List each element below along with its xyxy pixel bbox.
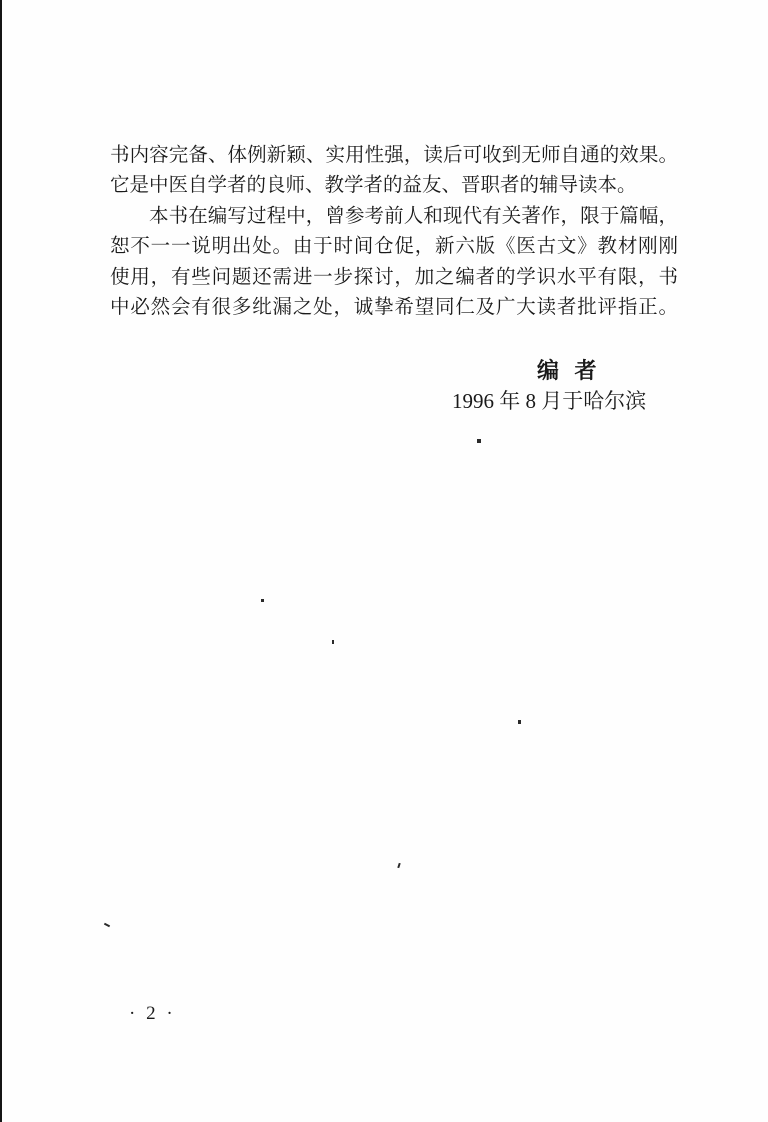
- body-line: 它是中医自学者的良师、教学者的益友、晋职者的辅导读本。: [110, 175, 637, 197]
- preface-body: [110, 141, 678, 323]
- scan-page-edge-line: [0, 0, 2, 1122]
- scan-speck: [477, 439, 481, 443]
- body-line: 使用，有些问题还需进一步探讨，加之编者的学识水平有限，书: [110, 266, 678, 288]
- scan-speck: [518, 720, 521, 724]
- scan-speck: [332, 640, 334, 644]
- scan-speck: [104, 923, 110, 928]
- body-line: 中必然会有很多纰漏之处，诚挚希望同仁及广大读者批评指正。: [110, 296, 678, 318]
- page-number: · 2 ·: [129, 1003, 174, 1024]
- signature-date: 1996 年 8 月于哈尔滨: [452, 389, 647, 413]
- author-signature: 编 者: [537, 358, 597, 383]
- body-line: 本书在编写过程中，曾参考前人和现代有关著作，限于篇幅，: [149, 205, 678, 227]
- body-line: 书内容完备、体例新颖、实用性强，读后可收到无师自通的效果。: [110, 145, 678, 166]
- scan-speck: [397, 863, 400, 868]
- scan-speck: [261, 599, 264, 602]
- body-line: 恕不一一说明出处。由于时间仓促，新六版《医古文》教材刚刚: [110, 236, 678, 258]
